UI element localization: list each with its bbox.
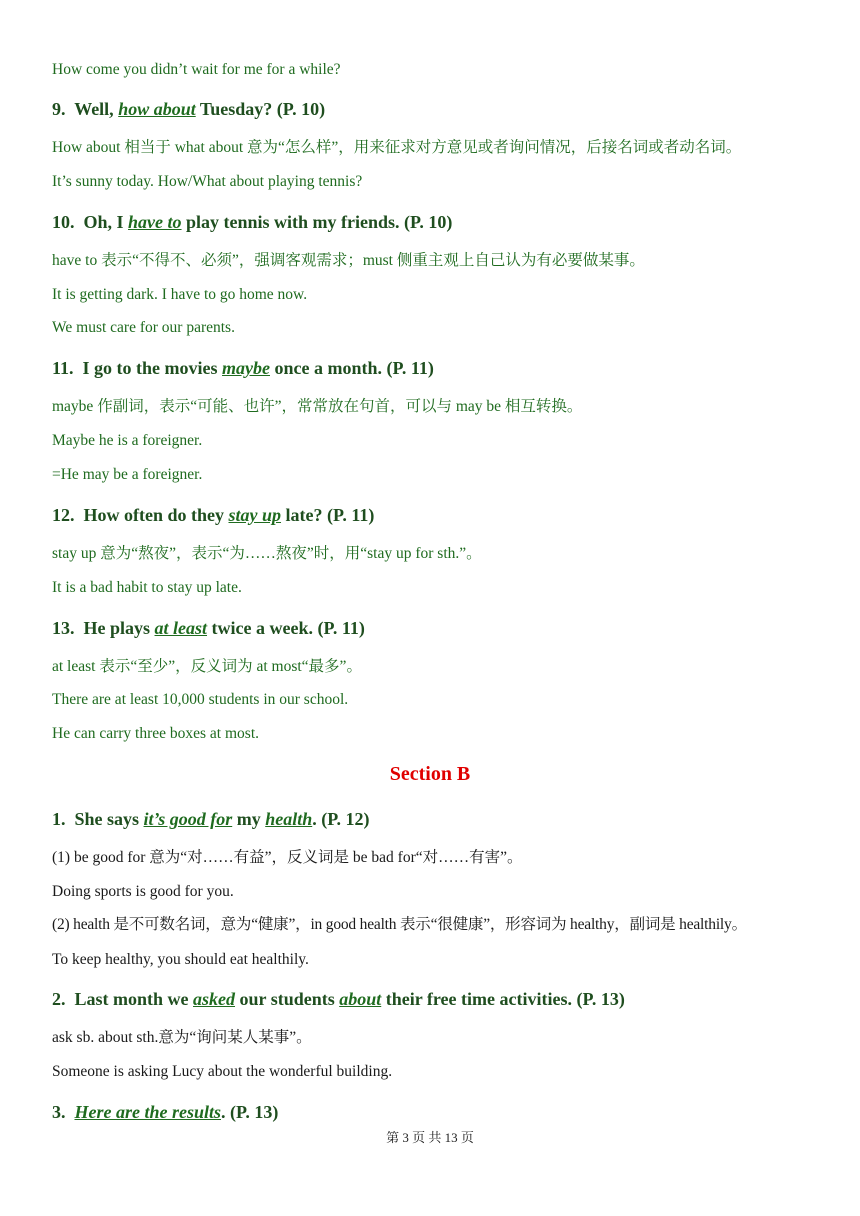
heading-text: Oh, I xyxy=(83,212,129,232)
section-title: Section B xyxy=(389,763,471,785)
key-phrase: stay up xyxy=(228,505,282,525)
heading-text: How often do they xyxy=(83,505,229,525)
heading-text: Last month we xyxy=(74,989,194,1009)
explanation: ask sb. about sth.意为“询问某人某事”。 xyxy=(52,1029,312,1046)
explanation: stay up 意为“熬夜”，表示“为……熬夜”时，用“stay up for sth.”。 xyxy=(52,545,482,562)
page-footer: 第 3 页 共 13 页 xyxy=(386,1130,474,1145)
heading-text: . (P. 12) xyxy=(312,809,370,829)
item-heading-b1 xyxy=(52,808,370,830)
key-phrase: at least xyxy=(154,618,208,638)
item-number: 13. xyxy=(52,618,75,638)
example-sentence: We must care for our parents. xyxy=(52,319,235,336)
example-sentence: To keep healthy, you should eat healthily. xyxy=(52,951,309,968)
item-number: 2. xyxy=(52,989,66,1009)
heading-text: late? (P. 11) xyxy=(281,505,375,525)
explanation: (2) health 是不可数名词，意为“健康”，in good health 表示“很健康”，形容词为 healthy，副词是 healthily。 xyxy=(52,916,747,933)
heading-text: once a month. (P. 11) xyxy=(269,358,434,378)
heading-text: our students xyxy=(235,989,340,1009)
heading-text: She says xyxy=(74,809,144,829)
example-sentence: He can carry three boxes at most. xyxy=(52,725,260,742)
example-sentence: Maybe he is a foreigner. xyxy=(52,432,203,449)
item-number: 1. xyxy=(52,809,66,829)
item-heading-b2 xyxy=(52,988,625,1010)
example-sentence: Doing sports is good for you. xyxy=(52,883,234,900)
heading-text: my xyxy=(232,809,266,829)
heading-text: Well, xyxy=(74,99,119,119)
key-phrase: about xyxy=(339,989,382,1009)
example-sentence: How come you didn’t wait for me for a while? xyxy=(52,61,341,78)
key-phrase: it’s good for xyxy=(143,809,233,829)
key-phrase: how about xyxy=(118,99,196,119)
explanation: maybe 作副词，表示“可能、也许”，常常放在句首，可以与 may be 相互转换。 xyxy=(52,398,583,415)
item-number: 3. xyxy=(52,1102,66,1122)
heading-text: . (P. 13) xyxy=(221,1102,279,1122)
example-sentence: There are at least 10,000 students in our school. xyxy=(52,691,349,708)
item-heading-9 xyxy=(52,98,325,120)
item-number: 11. xyxy=(52,358,74,378)
explanation: at least 表示“至少”，反义词为 at most“最多”。 xyxy=(52,658,362,675)
heading-text: He plays xyxy=(83,618,155,638)
item-heading-13 xyxy=(52,617,365,639)
heading-text: play tennis with my friends. (P. 10) xyxy=(181,212,453,232)
key-phrase: have to xyxy=(128,212,182,232)
heading-text: twice a week. (P. 11) xyxy=(207,618,365,638)
item-heading-b3 xyxy=(52,1101,278,1123)
item-number: 9. xyxy=(52,99,66,119)
heading-text: their free time activities. (P. 13) xyxy=(381,989,625,1009)
key-phrase: Here are the results xyxy=(74,1102,221,1122)
example-sentence: =He may be a foreigner. xyxy=(52,466,203,483)
example-sentence: It is a bad habit to stay up late. xyxy=(52,579,242,596)
item-heading-10 xyxy=(52,211,452,233)
key-phrase: asked xyxy=(193,989,236,1009)
explanation: have to 表示“不得不、必须”，强调客观需求；must 侧重主观上自己认为有必要做某事。 xyxy=(52,252,645,269)
key-phrase: maybe xyxy=(222,358,270,378)
item-heading-11 xyxy=(52,357,434,379)
heading-text: I go to the movies xyxy=(82,358,222,378)
item-heading-12 xyxy=(52,504,374,526)
key-phrase: health xyxy=(265,809,313,829)
heading-text: Tuesday? (P. 10) xyxy=(195,99,326,119)
item-number: 10. xyxy=(52,212,75,232)
explanation: How about 相当于 what about 意为“怎么样”，用来征求对方意见或者询问情况，后接名词或者动名词。 xyxy=(52,139,742,156)
example-sentence: It is getting dark. I have to go home now. xyxy=(52,286,308,303)
item-number: 12. xyxy=(52,505,75,525)
example-sentence: Someone is asking Lucy about the wonderful building. xyxy=(52,1063,393,1080)
example-sentence: It’s sunny today. How/What about playing tennis? xyxy=(52,173,363,190)
explanation: (1) be good for 意为“对……有益”，反义词是 be bad for“对……有害”。 xyxy=(52,849,523,866)
